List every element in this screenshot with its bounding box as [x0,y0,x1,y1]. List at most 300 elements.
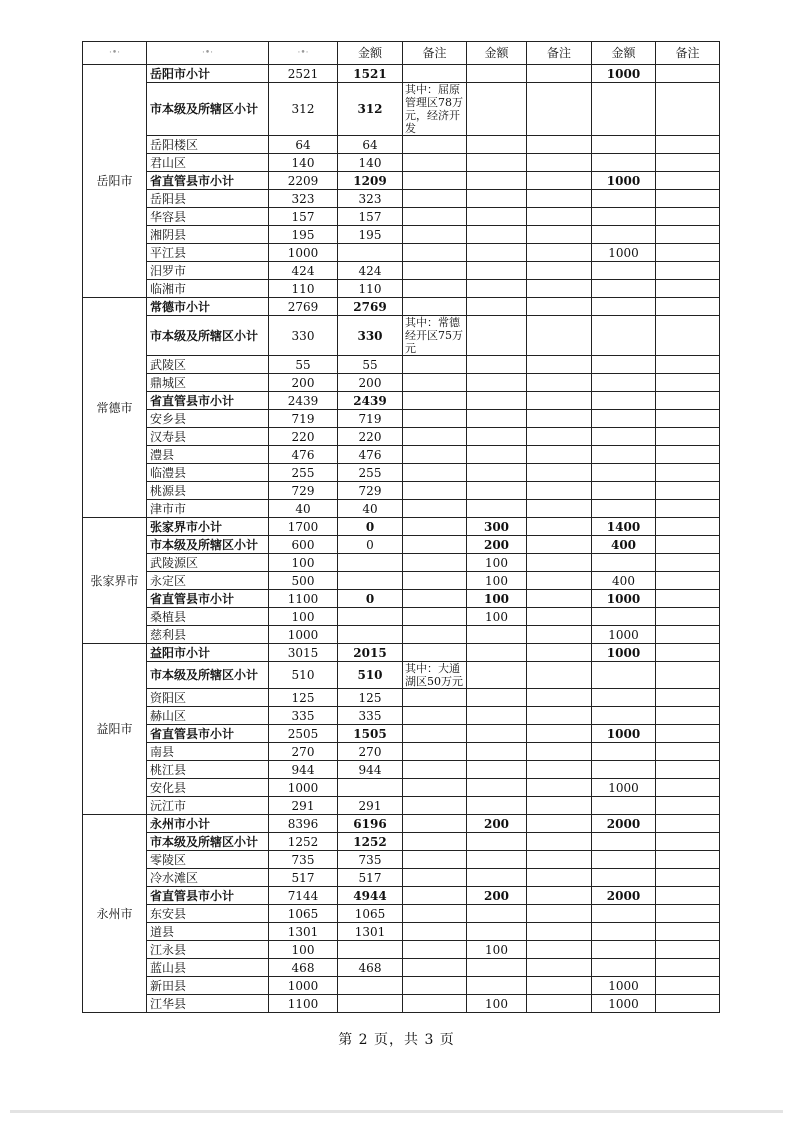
remark-cell [656,83,720,136]
table-row [83,941,720,959]
district-name-cell: 沅江市 [147,797,269,815]
remark-cell [403,707,467,725]
remark-cell [527,590,592,608]
amount-cell: 55 [338,356,403,374]
total-cell: 517 [269,869,338,887]
table-row [83,428,720,446]
total-cell: 1000 [269,977,338,995]
remark-cell [656,995,720,1013]
remark-cell [656,136,720,154]
remark-cell [527,644,592,662]
district-name-cell: 市本级及所辖区小计 [147,833,269,851]
district-name-cell: 武陵源区 [147,554,269,572]
amount-cell: 1301 [338,923,403,941]
amount-cell: 1000 [592,995,656,1013]
amount-cell [592,743,656,761]
amount-cell [467,851,527,869]
table-row [83,464,720,482]
amount-cell: 468 [338,959,403,977]
total-cell: 335 [269,707,338,725]
remark-cell [527,941,592,959]
table-row [83,280,720,298]
remark-cell [527,815,592,833]
table-row [83,500,720,518]
district-name-cell: 益阳市小计 [147,644,269,662]
amount-cell [592,923,656,941]
total-cell: 40 [269,500,338,518]
remark-cell [527,262,592,280]
table-row [83,374,720,392]
amount-cell [592,154,656,172]
remark-cell [656,500,720,518]
table-row [83,887,720,905]
total-cell: 1065 [269,905,338,923]
remark-cell [403,190,467,208]
amount-cell: 944 [338,761,403,779]
table-row [83,725,720,743]
amount-cell [592,662,656,689]
amount-cell: 1000 [592,725,656,743]
district-name-cell: 省直管县市小计 [147,725,269,743]
district-name-cell: 鼎城区 [147,374,269,392]
remark-cell [403,65,467,83]
remark-cell [656,298,720,316]
amount-cell: 335 [338,707,403,725]
amount-cell: 110 [338,280,403,298]
remark-cell [656,464,720,482]
table-row [83,226,720,244]
amount-cell: 1505 [338,725,403,743]
amount-cell: 1252 [338,833,403,851]
district-name-cell: 武陵区 [147,356,269,374]
amount-cell [592,83,656,136]
header-remark: 备注 [527,42,592,65]
remark-cell [656,208,720,226]
table-row [83,244,720,262]
district-name-cell: 蓝山县 [147,959,269,977]
total-cell: 1252 [269,833,338,851]
district-name-cell: 永州市小计 [147,815,269,833]
district-name-cell: 汨罗市 [147,262,269,280]
amount-cell: 0 [338,536,403,554]
header-row [83,42,720,65]
total-cell: 312 [269,83,338,136]
remark-cell [656,410,720,428]
remark-cell [403,626,467,644]
district-name-cell: 临湘市 [147,280,269,298]
amount-cell [467,316,527,356]
total-cell: 100 [269,608,338,626]
remark-cell [527,761,592,779]
amount-cell: 312 [338,83,403,136]
total-cell: 2769 [269,298,338,316]
remark-cell [656,689,720,707]
table-row [83,136,720,154]
remark-cell [403,136,467,154]
total-cell: 476 [269,446,338,464]
amount-cell: 719 [338,410,403,428]
amount-cell [592,298,656,316]
remark-cell [403,572,467,590]
district-name-cell: 冷水滩区 [147,869,269,887]
table-row [83,262,720,280]
district-name-cell: 江永县 [147,941,269,959]
remark-cell [656,725,720,743]
remark-cell [403,226,467,244]
total-cell: 255 [269,464,338,482]
amount-cell: 424 [338,262,403,280]
table-row [83,482,720,500]
amount-cell: 476 [338,446,403,464]
remark-cell [527,923,592,941]
amount-cell [338,554,403,572]
remark-cell [656,518,720,536]
table-body [83,65,720,1013]
total-cell: 220 [269,428,338,446]
table-row [83,608,720,626]
amount-cell [592,464,656,482]
remark-cell [656,923,720,941]
amount-cell: 100 [467,572,527,590]
amount-cell [467,226,527,244]
amount-cell: 400 [592,572,656,590]
remark-cell [527,356,592,374]
amount-cell [467,959,527,977]
amount-cell [592,500,656,518]
total-cell: 510 [269,662,338,689]
table-row [83,743,720,761]
amount-cell: 323 [338,190,403,208]
district-name-cell: 市本级及所辖区小计 [147,662,269,689]
amount-cell [467,298,527,316]
table-row [83,83,720,136]
table-row [83,572,720,590]
total-cell: 1000 [269,779,338,797]
district-name-cell: 江华县 [147,995,269,1013]
remark-cell [403,977,467,995]
amount-cell: 2000 [592,815,656,833]
district-name-cell: 桃源县 [147,482,269,500]
remark-cell [403,833,467,851]
amount-cell: 510 [338,662,403,689]
total-cell: 729 [269,482,338,500]
district-name-cell: 省直管县市小计 [147,590,269,608]
amount-cell [592,941,656,959]
district-name-cell: 平江县 [147,244,269,262]
remark-cell [656,244,720,262]
amount-cell [467,662,527,689]
remark-cell [527,959,592,977]
amount-cell [467,410,527,428]
remark-cell [527,662,592,689]
remark-cell [403,536,467,554]
remark-cell [656,262,720,280]
district-name-cell: 岳阳县 [147,190,269,208]
remark-cell [527,226,592,244]
remark-cell [656,392,720,410]
remark-cell [656,833,720,851]
remark-cell [403,815,467,833]
amount-cell [592,280,656,298]
remark-cell [527,743,592,761]
remark-cell [656,941,720,959]
remark-cell [656,779,720,797]
table-row [83,626,720,644]
total-cell: 1000 [269,626,338,644]
table-row [83,518,720,536]
amount-cell: 64 [338,136,403,154]
remark-cell [656,572,720,590]
remark-cell [656,707,720,725]
total-cell: 100 [269,554,338,572]
remark-cell [403,905,467,923]
amount-cell [592,428,656,446]
amount-cell [338,977,403,995]
amount-cell: 1209 [338,172,403,190]
city-cell: 常德市 [83,298,147,518]
table-row [83,851,720,869]
remark-cell [656,851,720,869]
amount-cell [467,923,527,941]
amount-cell: 1000 [592,626,656,644]
header-amount: 金额 [338,42,403,65]
amount-cell [338,608,403,626]
amount-cell [467,392,527,410]
total-cell: 55 [269,356,338,374]
remark-cell [527,725,592,743]
city-cell: 益阳市 [83,644,147,815]
table-row [83,815,720,833]
total-cell: 100 [269,941,338,959]
amount-cell [467,356,527,374]
amount-cell [467,280,527,298]
amount-cell [592,226,656,244]
amount-cell: 0 [338,590,403,608]
amount-cell [592,316,656,356]
remark-cell [403,869,467,887]
amount-cell: 1000 [592,172,656,190]
remark-cell [403,244,467,262]
amount-cell [467,707,527,725]
amount-cell [592,410,656,428]
table-row [83,779,720,797]
total-cell: 3015 [269,644,338,662]
remark-cell [656,644,720,662]
table-row [83,356,720,374]
district-name-cell: 津市市 [147,500,269,518]
remark-cell [527,572,592,590]
amount-cell [338,779,403,797]
district-name-cell: 安化县 [147,779,269,797]
remark-cell [403,995,467,1013]
remark-cell [527,554,592,572]
amount-cell [592,554,656,572]
table-row [83,446,720,464]
amount-cell [467,446,527,464]
table-row [83,298,720,316]
remark-cell [656,797,720,815]
district-name-cell: 君山区 [147,154,269,172]
remark-cell [403,446,467,464]
district-name-cell: 湘阴县 [147,226,269,244]
header-cut-cell: ·•· [269,42,338,65]
amount-cell: 195 [338,226,403,244]
remark-cell [656,154,720,172]
remark-cell [527,905,592,923]
total-cell: 735 [269,851,338,869]
total-cell: 2505 [269,725,338,743]
district-name-cell: 新田县 [147,977,269,995]
amount-cell [467,743,527,761]
total-cell: 1000 [269,244,338,262]
total-cell: 8396 [269,815,338,833]
amount-cell [467,262,527,280]
remark-cell [527,869,592,887]
amount-cell [467,154,527,172]
amount-cell: 1000 [592,244,656,262]
remark-cell [403,887,467,905]
remark-cell [527,83,592,136]
amount-cell: 400 [592,536,656,554]
header-cut-cell: ·•· [83,42,147,65]
amount-cell [467,500,527,518]
amount-cell [338,572,403,590]
remark-cell [527,500,592,518]
amount-cell: 291 [338,797,403,815]
total-cell: 195 [269,226,338,244]
remark-cell [527,833,592,851]
city-cell: 张家界市 [83,518,147,644]
remark-cell [527,316,592,356]
amount-cell: 40 [338,500,403,518]
table-row [83,689,720,707]
amount-cell [467,626,527,644]
remark-cell [656,887,720,905]
amount-cell [467,190,527,208]
amount-cell: 200 [338,374,403,392]
amount-cell [592,869,656,887]
total-cell: 1301 [269,923,338,941]
table-row [83,977,720,995]
remark-cell [656,626,720,644]
district-name-cell: 岳阳楼区 [147,136,269,154]
amount-cell [467,464,527,482]
amount-cell [467,869,527,887]
district-name-cell: 安乡县 [147,410,269,428]
amount-cell: 2769 [338,298,403,316]
amount-cell: 157 [338,208,403,226]
remark-cell [656,65,720,83]
amount-cell: 1000 [592,779,656,797]
remark-cell: 其中：常德经开区75万元 [403,316,467,356]
remark-cell [527,190,592,208]
amount-cell: 2000 [592,887,656,905]
amount-cell [467,208,527,226]
amount-cell: 1000 [592,590,656,608]
table-row [83,869,720,887]
district-name-cell: 省直管县市小计 [147,172,269,190]
remark-cell [403,500,467,518]
remark-cell [403,356,467,374]
remark-cell [656,446,720,464]
amount-cell [467,689,527,707]
table-row [83,154,720,172]
amount-cell: 1000 [592,977,656,995]
remark-cell [527,851,592,869]
district-name-cell: 零陵区 [147,851,269,869]
total-cell: 270 [269,743,338,761]
remark-cell [527,626,592,644]
district-name-cell: 澧县 [147,446,269,464]
total-cell: 719 [269,410,338,428]
amount-cell [467,65,527,83]
amount-cell [592,689,656,707]
amount-cell [592,959,656,977]
amount-cell: 125 [338,689,403,707]
amount-cell [467,83,527,136]
remark-cell: 其中：大通湖区50万元 [403,662,467,689]
remark-cell [403,797,467,815]
remark-cell [403,208,467,226]
remark-cell [403,482,467,500]
total-cell: 1100 [269,995,338,1013]
amount-cell: 270 [338,743,403,761]
remark-cell [403,941,467,959]
remark-cell [527,797,592,815]
total-cell: 424 [269,262,338,280]
table-row [83,959,720,977]
total-cell: 64 [269,136,338,154]
remark-cell [527,977,592,995]
table-row [83,797,720,815]
remark-cell [656,869,720,887]
remark-cell [656,959,720,977]
district-name-cell: 岳阳市小计 [147,65,269,83]
district-name-cell: 临澧县 [147,464,269,482]
remark-cell [403,608,467,626]
district-name-cell: 桑植县 [147,608,269,626]
amount-cell [592,190,656,208]
remark-cell [656,428,720,446]
amount-cell: 100 [467,590,527,608]
amount-cell [467,482,527,500]
remark-cell [403,644,467,662]
amount-cell: 517 [338,869,403,887]
remark-cell [527,172,592,190]
remark-cell [656,662,720,689]
amount-cell: 729 [338,482,403,500]
remark-cell [403,280,467,298]
total-cell: 7144 [269,887,338,905]
district-name-cell: 资阳区 [147,689,269,707]
remark-cell [403,298,467,316]
amount-cell [592,374,656,392]
district-name-cell: 东安县 [147,905,269,923]
district-name-cell: 华容县 [147,208,269,226]
amount-cell [592,446,656,464]
remark-cell [527,995,592,1013]
amount-cell [467,779,527,797]
total-cell: 2209 [269,172,338,190]
remark-cell [527,887,592,905]
amount-cell [592,356,656,374]
remark-cell [656,536,720,554]
amount-cell [467,644,527,662]
allocation-table [82,41,720,1013]
remark-cell [656,356,720,374]
amount-cell [467,725,527,743]
amount-cell [592,761,656,779]
